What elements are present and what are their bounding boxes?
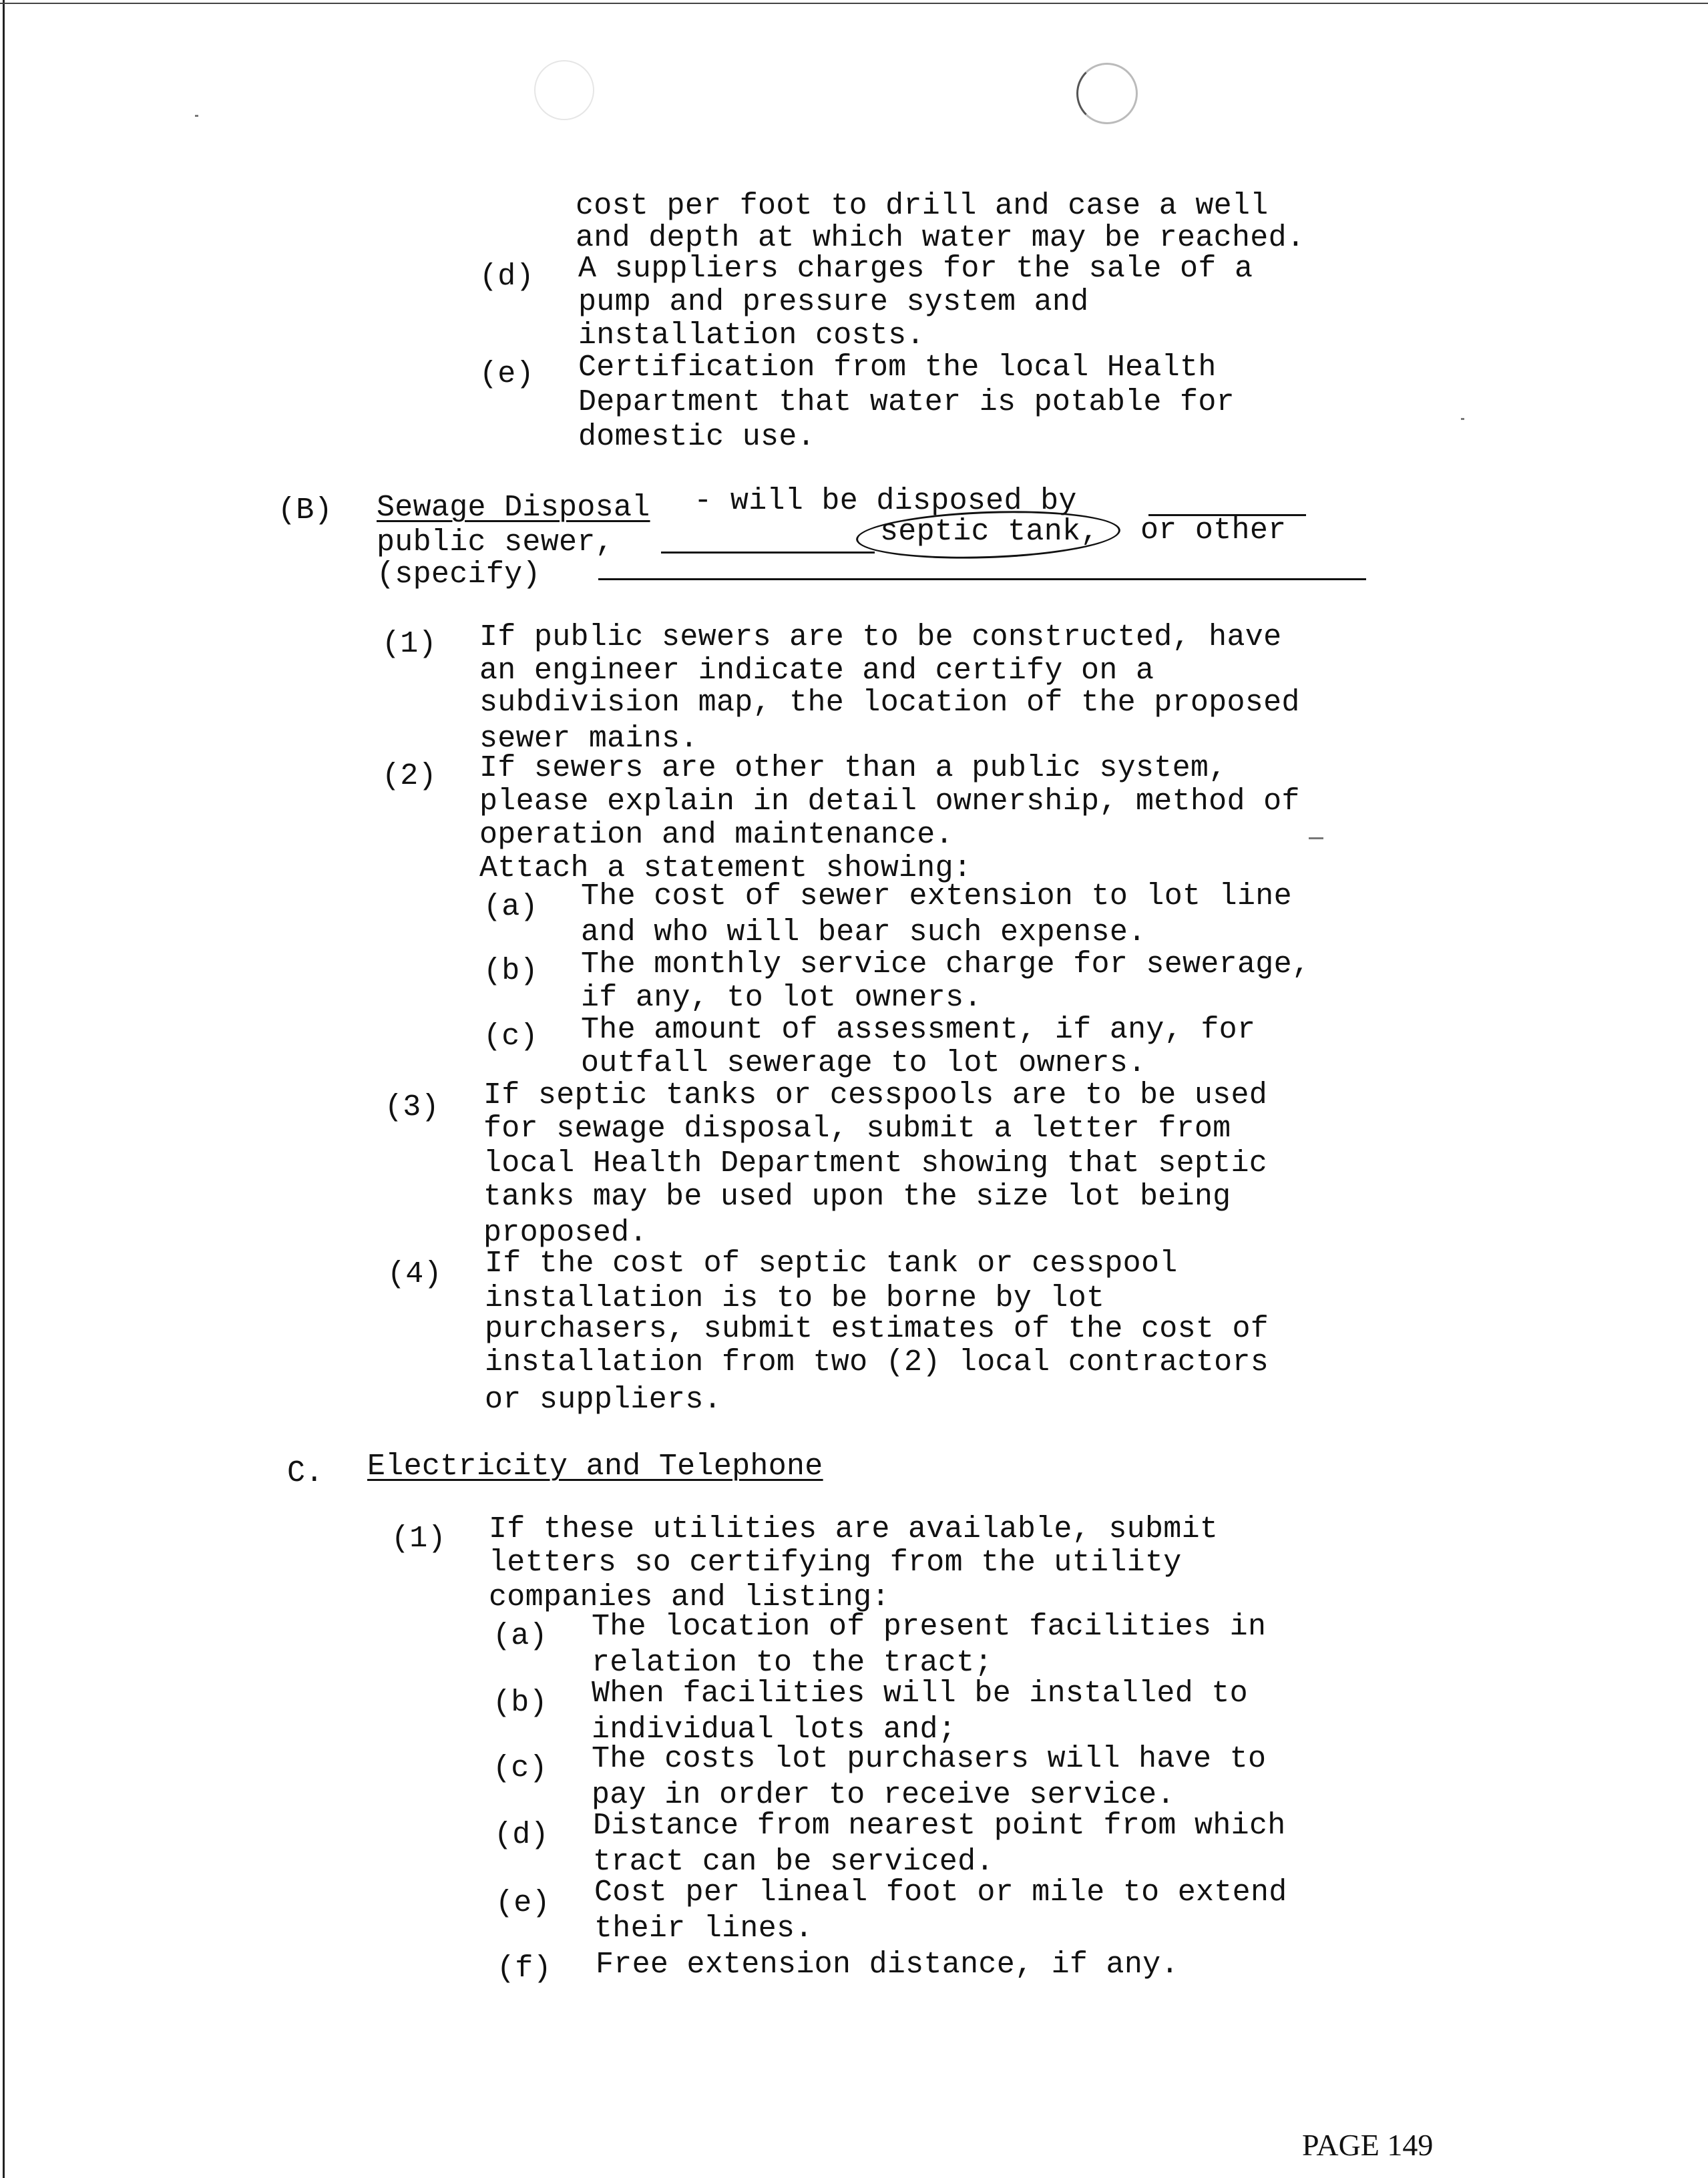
scan-border-left [3,0,5,2178]
punch-hole-right [1076,63,1138,124]
b-sub-a-line-2: and who will bear such expense. [581,915,1146,949]
c-sub-e-line-2: their lines. [594,1912,813,1946]
c-sub-d-line-1: Distance from nearest point from which [593,1809,1286,1843]
b-item-4-line-3: purchasers, submit estimates of the cost of [485,1312,1269,1346]
c-sub-b-label: (b) [493,1686,548,1720]
scan-speck [1461,418,1464,420]
c-item-1-label: (1) [391,1522,446,1556]
b-sub-b-label: (b) [483,954,538,988]
b-item-3-label: (3) [385,1090,439,1124]
section-c-label: C. [287,1456,324,1490]
section-b-line-1-rest: - will be disposed by [676,484,1077,518]
b-item-1-line-2: an engineer indicate and certify on a [479,654,1154,688]
b-item-1-label: (1) [382,627,437,661]
section-c-title: Electricity and Telephone [367,1450,823,1484]
b-sub-c-line-1: The amount of assessment, if any, for [581,1013,1256,1047]
c-sub-c-line-2: pay in order to receive service. [592,1778,1175,1812]
c-sub-e-line-1: Cost per lineal foot or mile to extend [594,1876,1287,1910]
b-item-2-line-2: please explain in detail ownership, method of [479,785,1300,819]
b-item-3-line-4: tanks may be used upon the size lot being [483,1180,1231,1214]
b-sub-b-line-2: if any, to lot owners. [581,981,982,1015]
c-item-1-line-3: companies and listing: [489,1580,890,1614]
scan-speck [195,115,198,117]
c-sub-b-line-1: When facilities will be installed to [592,1677,1248,1711]
water-item-d-label: (d) [479,260,534,294]
b-item-4-line-2: installation is to be borne by lot [485,1281,1105,1315]
water-line-1: cost per foot to drill and case a well [576,189,1269,223]
water-item-e-line-1: Certification from the local Health [578,351,1217,385]
c-sub-b-line-2: individual lots and; [592,1713,957,1747]
water-item-d-line-1: A suppliers charges for the sale of a [578,252,1253,286]
water-line-2: and depth at which water may be reached. [576,221,1305,255]
b-sub-b-line-1: The monthly service charge for sewerage, [581,947,1311,982]
page-number: PAGE 149 [1302,2128,1434,2162]
b-item-2-line-3: operation and maintenance. [479,818,953,852]
b-sub-c-line-2: outfall sewerage to lot owners. [581,1046,1146,1080]
scan-speck [1309,837,1323,839]
water-item-e-line-3: domestic use. [578,420,815,454]
blank-line-option [661,552,875,554]
c-sub-a-label: (a) [493,1619,548,1653]
c-sub-d-label: (d) [494,1818,549,1852]
c-sub-d-line-2: tract can be serviced. [593,1845,994,1879]
blank-line-specify [598,578,1366,580]
section-b-line-2-end: or other [1140,513,1287,548]
section-b-circled-option: septic tank, [880,515,1099,549]
c-sub-a-line-2: relation to the tract; [592,1646,993,1680]
b-item-4-line-4: installation from two (2) local contractors [485,1345,1269,1379]
b-item-1-line-3: subdivision map, the location of the proposed [479,686,1300,720]
b-item-4-line-1: If the cost of septic tank or cesspool [485,1247,1178,1281]
b-item-4-line-5: or suppliers. [485,1383,722,1417]
b-item-3-line-3: local Health Department showing that septic [483,1146,1268,1180]
b-item-3-line-5: proposed. [483,1216,648,1250]
b-item-3-line-1: If septic tanks or cesspools are to be used [483,1078,1268,1112]
water-item-e-label: (e) [479,357,534,391]
b-sub-c-label: (c) [483,1020,538,1054]
b-sub-a-line-1: The cost of sewer extension to lot line [581,879,1292,913]
b-item-4-label: (4) [387,1257,442,1291]
b-item-2-line-1: If sewers are other than a public system, [479,751,1227,785]
b-item-2-label: (2) [382,759,437,793]
c-item-1-line-2: letters so certifying from the utility [489,1546,1182,1580]
scan-border-top [0,3,1708,4]
water-item-e-line-2: Department that water is potable for [578,385,1235,419]
water-item-d-line-3: installation costs. [578,318,925,353]
section-b-line-2-start: public sewer, [377,525,614,560]
b-item-2-line-4: Attach a statement showing: [479,851,972,885]
c-sub-c-label: (c) [493,1751,548,1785]
c-item-1-line-1: If these utilities are available, submit [489,1512,1219,1546]
c-sub-f-label: (f) [497,1952,552,1986]
c-sub-c-line-1: The costs lot purchasers will have to [592,1742,1267,1776]
punch-hole-left [534,60,594,120]
b-item-1-line-4: sewer mains. [479,722,698,756]
section-b-label: (B) [278,493,333,527]
section-b-title: Sewage Disposal [377,491,650,525]
b-item-3-line-2: for sewage disposal, submit a letter from [483,1112,1231,1146]
c-sub-a-line-1: The location of present facilities in [592,1610,1267,1644]
section-b-line-3-start: (specify) [377,558,541,592]
water-item-d-line-2: pump and pressure system and [578,285,1089,319]
b-item-1-line-1: If public sewers are to be constructed, have [479,620,1282,654]
b-sub-a-label: (a) [483,890,538,924]
c-sub-f-line-1: Free extension distance, if any. [596,1948,1179,1982]
c-sub-e-label: (e) [495,1886,550,1920]
